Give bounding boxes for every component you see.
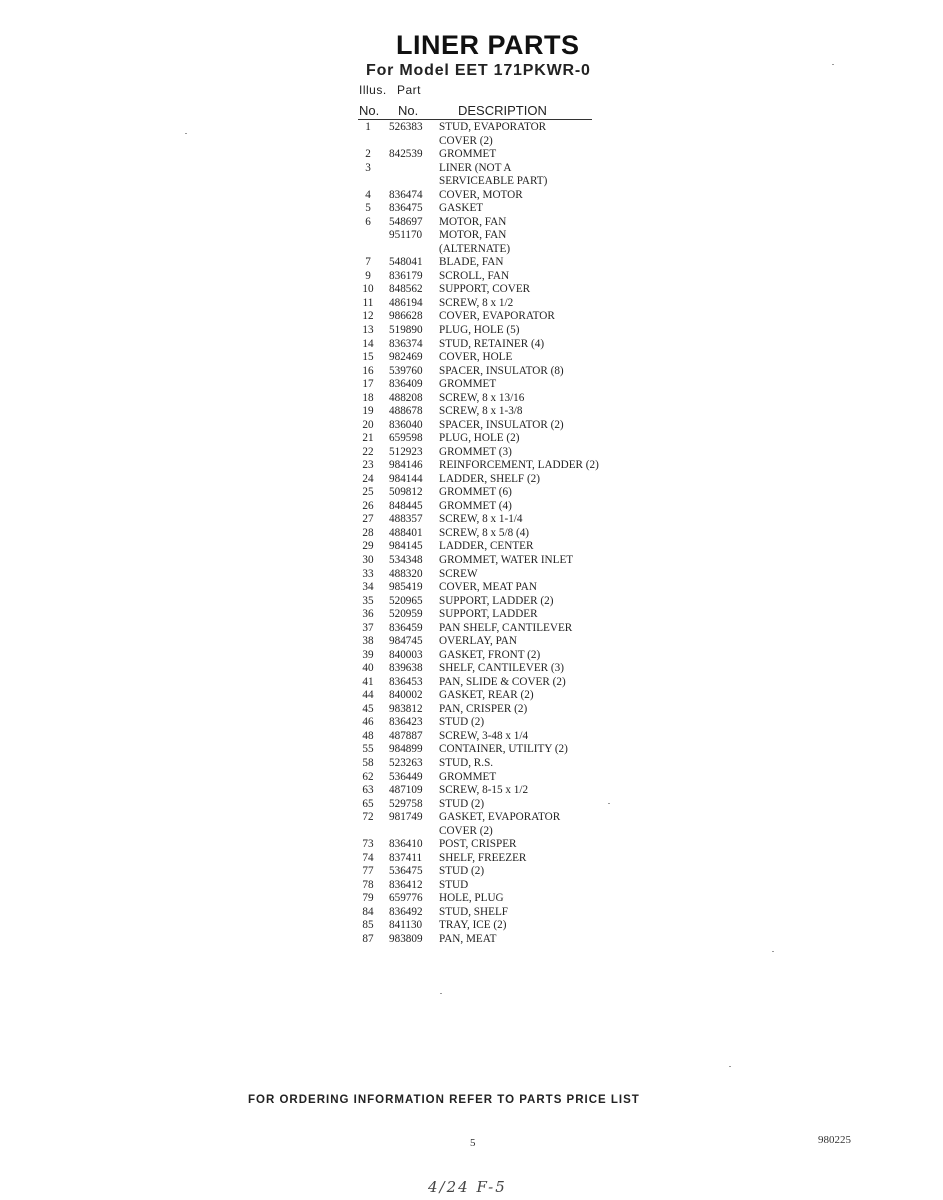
- part-number: 548697: [389, 215, 423, 228]
- parts-row: [356, 771, 636, 785]
- parts-row: [356, 689, 636, 703]
- scan-speck: [772, 951, 774, 952]
- parts-row: [356, 716, 636, 730]
- part-number: 951170: [389, 229, 423, 242]
- part-description: SERVICEABLE PART): [439, 175, 548, 188]
- part-number: 836179: [389, 269, 423, 282]
- parts-row: [356, 649, 636, 663]
- parts-row: [356, 676, 636, 690]
- parts-row: [356, 757, 636, 771]
- part-description: (ALTERNATE): [439, 242, 511, 255]
- part-number: 536475: [389, 865, 423, 878]
- part-number: 836453: [389, 675, 423, 688]
- part-description: SPACER, INSULATOR (2): [439, 418, 564, 431]
- illus-number: 16: [362, 364, 374, 377]
- parts-row: [356, 283, 636, 297]
- parts-row: [356, 838, 636, 852]
- part-description: COVER, HOLE: [439, 351, 513, 364]
- part-number: 985419: [389, 581, 423, 594]
- parts-row: [356, 229, 636, 243]
- illus-number: 41: [362, 675, 374, 688]
- part-description: GROMMET (6): [439, 486, 512, 499]
- parts-row: [356, 351, 636, 365]
- part-description: GASKET, EVAPORATOR: [439, 811, 561, 824]
- illus-number: 17: [362, 378, 374, 391]
- parts-row: [356, 419, 636, 433]
- illus-number: 23: [362, 459, 374, 472]
- page-title: LINER PARTS: [396, 30, 580, 60]
- part-description: SCREW, 8-15 x 1/2: [439, 784, 529, 797]
- illus-number: 9: [365, 269, 371, 282]
- part-number: 509812: [389, 486, 423, 499]
- scan-speck: [440, 993, 442, 994]
- parts-row: [356, 933, 636, 947]
- illus-number: 40: [362, 662, 374, 675]
- parts-row: [356, 892, 636, 906]
- part-description: GASKET, FRONT (2): [439, 648, 541, 661]
- part-description: SCREW, 8 x 13/16: [439, 391, 525, 404]
- part-number: 840003: [389, 648, 423, 661]
- illus-number: 34: [362, 581, 374, 594]
- part-number: 836459: [389, 621, 423, 634]
- parts-list: [356, 121, 636, 946]
- part-description: PAN, MEAT: [439, 932, 497, 945]
- parts-row: [356, 135, 636, 149]
- illus-number: 38: [362, 635, 374, 648]
- parts-row: [356, 852, 636, 866]
- parts-row: [356, 310, 636, 324]
- illus-number: 73: [362, 838, 374, 851]
- part-description: STUD: [439, 878, 469, 891]
- illus-number: 58: [362, 756, 374, 769]
- part-description: SUPPORT, COVER: [439, 283, 531, 296]
- part-description: HOLE, PLUG: [439, 892, 504, 905]
- part-description: PLUG, HOLE (5): [439, 323, 520, 336]
- parts-row: [356, 500, 636, 514]
- illus-number: 20: [362, 418, 374, 431]
- illus-number: 39: [362, 648, 374, 661]
- part-description: SPACER, INSULATOR (8): [439, 364, 564, 377]
- parts-row: [356, 432, 636, 446]
- part-description: GASKET, REAR (2): [439, 689, 534, 702]
- parts-row: [356, 446, 636, 460]
- illus-number: 45: [362, 702, 374, 715]
- part-number: 659776: [389, 892, 423, 905]
- document-number: 980225: [818, 1134, 851, 1146]
- model-subtitle: For Model EET 171PKWR-0: [366, 62, 591, 79]
- part-number: 836410: [389, 838, 423, 851]
- illus-number: 18: [362, 391, 374, 404]
- parts-row: [356, 175, 636, 189]
- illus-number: 6: [365, 215, 371, 228]
- illus-number: 5: [365, 202, 371, 215]
- parts-row: [356, 595, 636, 609]
- part-number: 836474: [389, 188, 423, 201]
- illus-number: 4: [365, 188, 371, 201]
- part-number: 520959: [389, 608, 423, 621]
- parts-row: [356, 527, 636, 541]
- part-description: GROMMET, WATER INLET: [439, 554, 574, 566]
- ordering-footer: FOR ORDERING INFORMATION REFER TO PARTS PRICE LIST: [248, 1094, 640, 1106]
- part-number: 836475: [389, 202, 423, 215]
- illus-number: 36: [362, 608, 374, 621]
- parts-row: [356, 730, 636, 744]
- parts-row: [356, 216, 636, 230]
- part-number: 984144: [389, 472, 423, 485]
- parts-row: [356, 865, 636, 879]
- parts-row: [356, 338, 636, 352]
- illus-number: 78: [362, 878, 374, 891]
- part-description: STUD (2): [439, 865, 485, 878]
- parts-row: [356, 581, 636, 595]
- part-number: 983812: [389, 702, 423, 715]
- part-number: 539760: [389, 364, 423, 377]
- part-description: COVER (2): [439, 134, 493, 147]
- part-description: SCREW: [439, 567, 478, 580]
- illus-number: 12: [362, 310, 374, 323]
- scan-speck: [608, 803, 610, 804]
- parts-row: [356, 784, 636, 798]
- part-number: 523263: [389, 756, 423, 769]
- part-description: STUD, EVAPORATOR: [439, 121, 547, 133]
- part-description: STUD (2): [439, 716, 485, 729]
- part-number: 836374: [389, 337, 423, 350]
- part-description: MOTOR, FAN: [439, 229, 507, 242]
- part-number: 487109: [389, 784, 423, 797]
- part-description: COVER (2): [439, 824, 493, 837]
- illus-number: 63: [362, 784, 374, 797]
- parts-row: [356, 879, 636, 893]
- part-description: BLADE, FAN: [439, 256, 504, 269]
- part-description: GROMMET (3): [439, 445, 512, 458]
- scan-speck: [729, 1066, 731, 1067]
- part-description: COVER, EVAPORATOR: [439, 310, 555, 323]
- illus-number: 79: [362, 892, 374, 905]
- parts-row: [356, 378, 636, 392]
- illus-number: 37: [362, 621, 374, 634]
- illus-number: 15: [362, 351, 374, 364]
- part-description: STUD (2): [439, 797, 485, 810]
- parts-row: [356, 540, 636, 554]
- parts-row: [356, 162, 636, 176]
- handwritten-note: 4/24 F-5: [428, 1178, 507, 1196]
- scan-speck: [185, 133, 187, 134]
- part-description: STUD, SHELF: [439, 905, 508, 918]
- parts-row: [356, 202, 636, 216]
- parts-row: [356, 906, 636, 920]
- parts-row: [356, 324, 636, 338]
- part-number: 837411: [389, 851, 423, 864]
- parts-row: [356, 392, 636, 406]
- parts-row: [356, 297, 636, 311]
- parts-row: [356, 270, 636, 284]
- part-number: 836423: [389, 716, 423, 729]
- part-description: LADDER, SHELF (2): [439, 472, 540, 485]
- part-description: SUPPORT, LADDER (2): [439, 594, 554, 607]
- part-number: 984745: [389, 635, 423, 648]
- illus-number: 14: [362, 337, 374, 350]
- illus-number: 33: [362, 567, 374, 580]
- part-description: SCREW, 8 x 5/8 (4): [439, 526, 530, 539]
- illus-number: 77: [362, 865, 374, 878]
- header-rule: [358, 119, 592, 120]
- part-number: 982469: [389, 351, 423, 364]
- part-description: SCREW, 8 x 1-3/8: [439, 405, 523, 418]
- parts-row: [356, 608, 636, 622]
- parts-row: [356, 743, 636, 757]
- page-number: 5: [470, 1137, 476, 1149]
- part-number: 848445: [389, 499, 423, 512]
- part-description: SCREW, 8 x 1-1/4: [439, 513, 523, 526]
- illus-number: 22: [362, 445, 374, 458]
- parts-row: [356, 635, 636, 649]
- illus-number: 11: [362, 296, 374, 309]
- illus-number: 84: [362, 905, 374, 918]
- illus-number: 29: [362, 540, 374, 553]
- part-description: SCROLL, FAN: [439, 269, 510, 282]
- part-number: 984899: [389, 743, 423, 756]
- parts-row: [356, 486, 636, 500]
- parts-row: [356, 189, 636, 203]
- parts-row: [356, 243, 636, 257]
- part-number: 841130: [389, 919, 423, 932]
- parts-row: [356, 568, 636, 582]
- illus-number: 25: [362, 486, 374, 499]
- parts-row: [356, 513, 636, 527]
- part-description: PAN, SLIDE & COVER (2): [439, 675, 566, 688]
- header-part-label: Part: [397, 83, 422, 97]
- part-number: 520965: [389, 594, 423, 607]
- part-number: 842539: [389, 148, 423, 161]
- part-number: 839638: [389, 662, 423, 675]
- illus-number: 7: [365, 256, 371, 269]
- scan-speck: [832, 64, 834, 65]
- parts-row: [356, 811, 636, 825]
- part-number: 488678: [389, 405, 423, 418]
- illus-number: 30: [362, 554, 374, 566]
- part-description: SCREW, 3-48 x 1/4: [439, 729, 529, 742]
- part-description: MOTOR, FAN: [439, 215, 507, 228]
- part-description: GROMMET: [439, 148, 497, 161]
- header-part-no: No.: [398, 103, 419, 118]
- illus-number: 87: [362, 932, 374, 945]
- parts-row: [356, 703, 636, 717]
- part-description: LADDER, CENTER: [439, 540, 534, 553]
- part-description: PAN SHELF, CANTILEVER: [439, 621, 573, 634]
- parts-row: [356, 825, 636, 839]
- part-number: 836412: [389, 878, 423, 891]
- illus-number: 10: [362, 283, 374, 296]
- part-number: 488320: [389, 567, 423, 580]
- illus-number: 24: [362, 472, 374, 485]
- illus-number: 26: [362, 499, 374, 512]
- illus-number: 27: [362, 513, 374, 526]
- parts-row: [356, 473, 636, 487]
- part-number: 836409: [389, 378, 423, 391]
- illus-number: 44: [362, 689, 374, 702]
- part-description: GROMMET (4): [439, 499, 512, 512]
- part-description: STUD, RETAINER (4): [439, 337, 545, 350]
- part-description: SHELF, FREEZER: [439, 851, 527, 864]
- part-description: SCREW, 8 x 1/2: [439, 296, 514, 309]
- part-number: 981749: [389, 811, 423, 824]
- part-number: 488357: [389, 513, 423, 526]
- illus-number: 55: [362, 743, 374, 756]
- part-description: GROMMET: [439, 378, 497, 391]
- part-description: GASKET: [439, 202, 484, 215]
- illus-number: 1: [365, 121, 371, 133]
- illus-number: 35: [362, 594, 374, 607]
- part-description: PLUG, HOLE (2): [439, 432, 520, 445]
- part-number: 486194: [389, 296, 423, 309]
- illus-number: 65: [362, 797, 374, 810]
- illus-number: 72: [362, 811, 374, 824]
- part-number: 983809: [389, 932, 423, 945]
- part-number: 836040: [389, 418, 423, 431]
- part-description: OVERLAY, PAN: [439, 635, 517, 648]
- part-description: SUPPORT, LADDER: [439, 608, 538, 621]
- parts-row: [356, 622, 636, 636]
- illus-number: 74: [362, 851, 374, 864]
- parts-row: [356, 798, 636, 812]
- part-description: POST, CRISPER: [439, 838, 517, 851]
- part-number: 488208: [389, 391, 423, 404]
- part-number: 534348: [389, 554, 423, 566]
- part-description: REINFORCEMENT, LADDER (2): [439, 459, 599, 472]
- part-number: 488401: [389, 526, 423, 539]
- part-description: STUD, R.S.: [439, 756, 494, 769]
- part-description: LINER (NOT A: [439, 161, 512, 174]
- part-description: COVER, MEAT PAN: [439, 581, 537, 594]
- part-description: CONTAINER, UTILITY (2): [439, 743, 568, 756]
- parts-row: [356, 405, 636, 419]
- part-number: 529758: [389, 797, 423, 810]
- part-number: 840002: [389, 689, 423, 702]
- illus-number: 28: [362, 526, 374, 539]
- part-number: 548041: [389, 256, 423, 269]
- illus-number: 85: [362, 919, 374, 932]
- parts-row: [356, 365, 636, 379]
- parts-row: [356, 459, 636, 473]
- header-illus-label: Illus.: [359, 83, 387, 97]
- part-number: 659598: [389, 432, 423, 445]
- part-description: PAN, CRISPER (2): [439, 702, 528, 715]
- parts-row: [356, 256, 636, 270]
- illus-number: 19: [362, 405, 374, 418]
- part-description: GROMMET: [439, 770, 497, 783]
- illus-number: 3: [365, 161, 371, 174]
- part-number: 836492: [389, 905, 423, 918]
- part-description: SHELF, CANTILEVER (3): [439, 662, 564, 675]
- illus-number: 48: [362, 729, 374, 742]
- parts-row: [356, 148, 636, 162]
- part-description: TRAY, ICE (2): [439, 919, 507, 932]
- part-number: 512923: [389, 445, 423, 458]
- illus-number: 46: [362, 716, 374, 729]
- parts-row: [356, 919, 636, 933]
- part-number: 984145: [389, 540, 423, 553]
- illus-number: 62: [362, 770, 374, 783]
- header-illus-no: No.: [359, 103, 380, 118]
- part-number: 984146: [389, 459, 423, 472]
- parts-row: [356, 662, 636, 676]
- part-number: 848562: [389, 283, 423, 296]
- part-number: 487887: [389, 729, 423, 742]
- part-number: 536449: [389, 770, 423, 783]
- parts-row: [356, 121, 636, 135]
- header-description: DESCRIPTION: [458, 103, 547, 118]
- part-number: 986628: [389, 310, 423, 323]
- part-description: COVER, MOTOR: [439, 188, 523, 201]
- part-number: 526383: [389, 121, 423, 133]
- parts-row: [356, 554, 636, 568]
- part-number: 519890: [389, 323, 423, 336]
- illus-number: 21: [362, 432, 374, 445]
- illus-number: 2: [365, 148, 371, 161]
- illus-number: 13: [362, 323, 374, 336]
